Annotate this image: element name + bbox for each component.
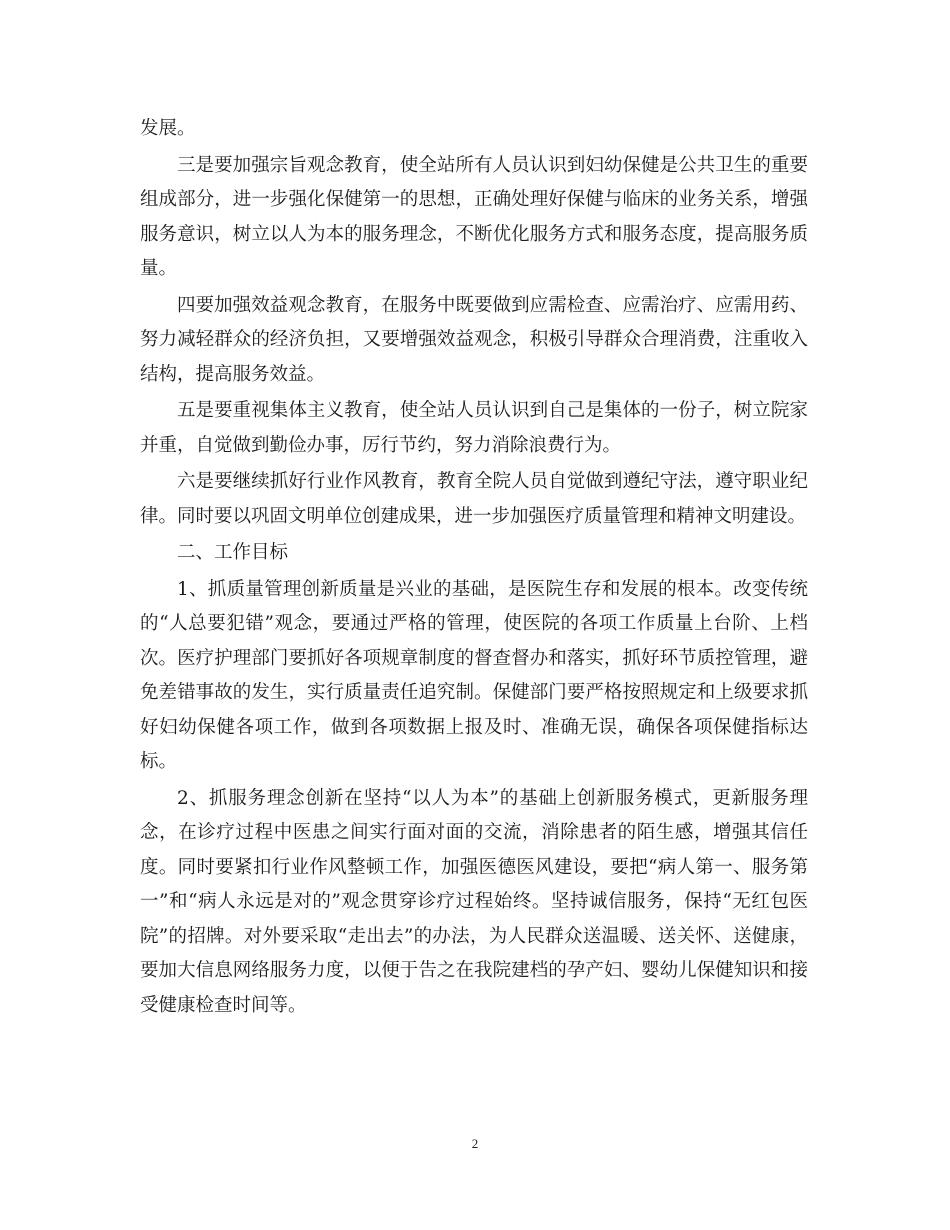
- paragraph: 五是要重视集体主义教育，使全站人员认识到自己是集体的一份子，树立院家并重，自觉做到勤俭办事，厉行节约，努力消除浪费行为。: [140, 400, 808, 456]
- paragraph: 2、抓服务理念创新在坚持“以人为本”的基础上创新服务模式，更新服务理念，在诊疗过程中医患之间实行面对面的交流，消除患者的陌生感，增强其信任度。同时要紧扣行业作风整顿工作，加强医德医风建设，要把“病人第一、服务第一”和“病人永远是对的”观念贯穿诊疗过程始终。坚持诚信服务，保持“无红包医院”的招牌。对外要采取“走出去”的办法，为人民群众送温暖、送关怀、送健康，要加大信息网络服务力度，以便于告之在我院建档的孕产妇、婴幼儿保健知识和接受健康检查时间等。: [140, 787, 808, 1016]
- page-number: 2: [471, 1136, 479, 1151]
- paragraph: 四要加强效益观念教育，在服务中既要做到应需检查、应需治疗、应需用药、努力减轻群众的经济负担，又要增强效益观念，积极引导群众合理消费，注重收入结构，提高服务效益。: [140, 294, 808, 385]
- document-body: [140, 112, 808, 1023]
- paragraph: 三是要加强宗旨观念教育，使全站所有人员认识到妇幼保健是公共卫生的重要组成部分，进一步强化保健第一的思想，正确处理好保健与临床的业务关系，增强服务意识，树立以人为本的服务理念，不断优化服务方式和服务态度，提高服务质量。: [140, 154, 808, 279]
- paragraph: 发展。: [140, 118, 196, 139]
- paragraph: 1、抓质量管理创新质量是兴业的基础，是医院生存和发展的根本。改变传统的“人总要犯错”观念，要通过严格的管理，使医院的各项工作质量上台阶、上档次。医疗护理部门要抓好各项规章制度的督查督办和落实，抓好环节质控管理，避免差错事故的发生，实行质量责任追究制。保健部门要严格按照规定和上级要求抓好妇幼保健各项工作，做到各项数据上报及时、准确无误，确保各项保健指标达标。: [140, 578, 808, 772]
- paragraph: 六是要继续抓好行业作风教育，教育全院人员自觉做到遵纪守法，遵守职业纪律。同时要以巩固文明单位创建成果，进一步加强医疗质量管理和精神文明建设。: [140, 471, 808, 527]
- section-heading: 二、工作目标: [177, 542, 289, 563]
